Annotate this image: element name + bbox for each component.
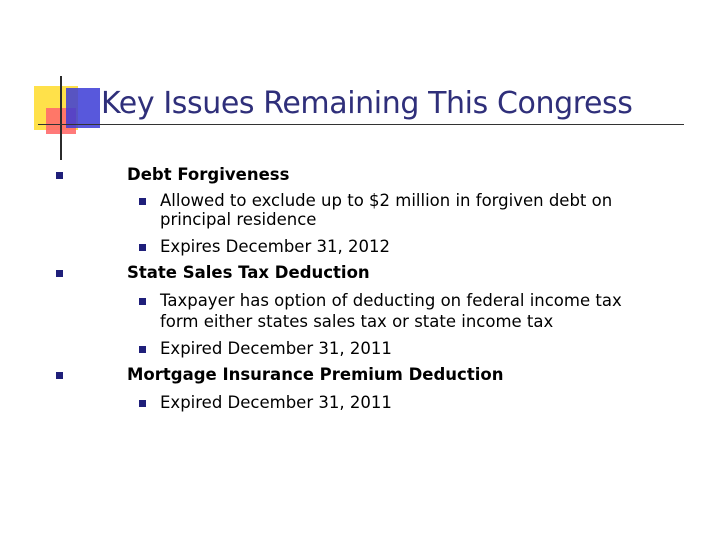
list-item-label: Debt Forgiveness [127,165,290,184]
square-bullet-icon [139,198,146,205]
sub-list-item-line: Expired December 31, 2011 [160,339,392,358]
square-bullet-icon [139,298,146,305]
list-item-label: Mortgage Insurance Premium Deduction [127,365,504,384]
sub-list-item-line: principal residence [160,210,317,229]
sub-list-item-line: Expires December 31, 2012 [160,237,390,256]
square-bullet-icon [139,346,146,353]
square-bullet-icon [139,400,146,407]
sub-list-item-line: form either states sales tax or state income tax [160,312,554,331]
square-bullet-icon [56,372,63,379]
square-bullet-icon [56,172,63,179]
sub-list-item-line: Taxpayer has option of deducting on federal income tax [160,291,622,310]
square-bullet-icon [139,244,146,251]
slide-title: Key Issues Remaining This Congress [101,86,633,121]
sub-list-item-line: Allowed to exclude up to $2 million in forgiven debt on [160,191,613,210]
sub-list-item-line: Expired December 31, 2011 [160,393,392,412]
square-bullet-icon [56,270,63,277]
list-item-label: State Sales Tax Deduction [127,263,370,282]
